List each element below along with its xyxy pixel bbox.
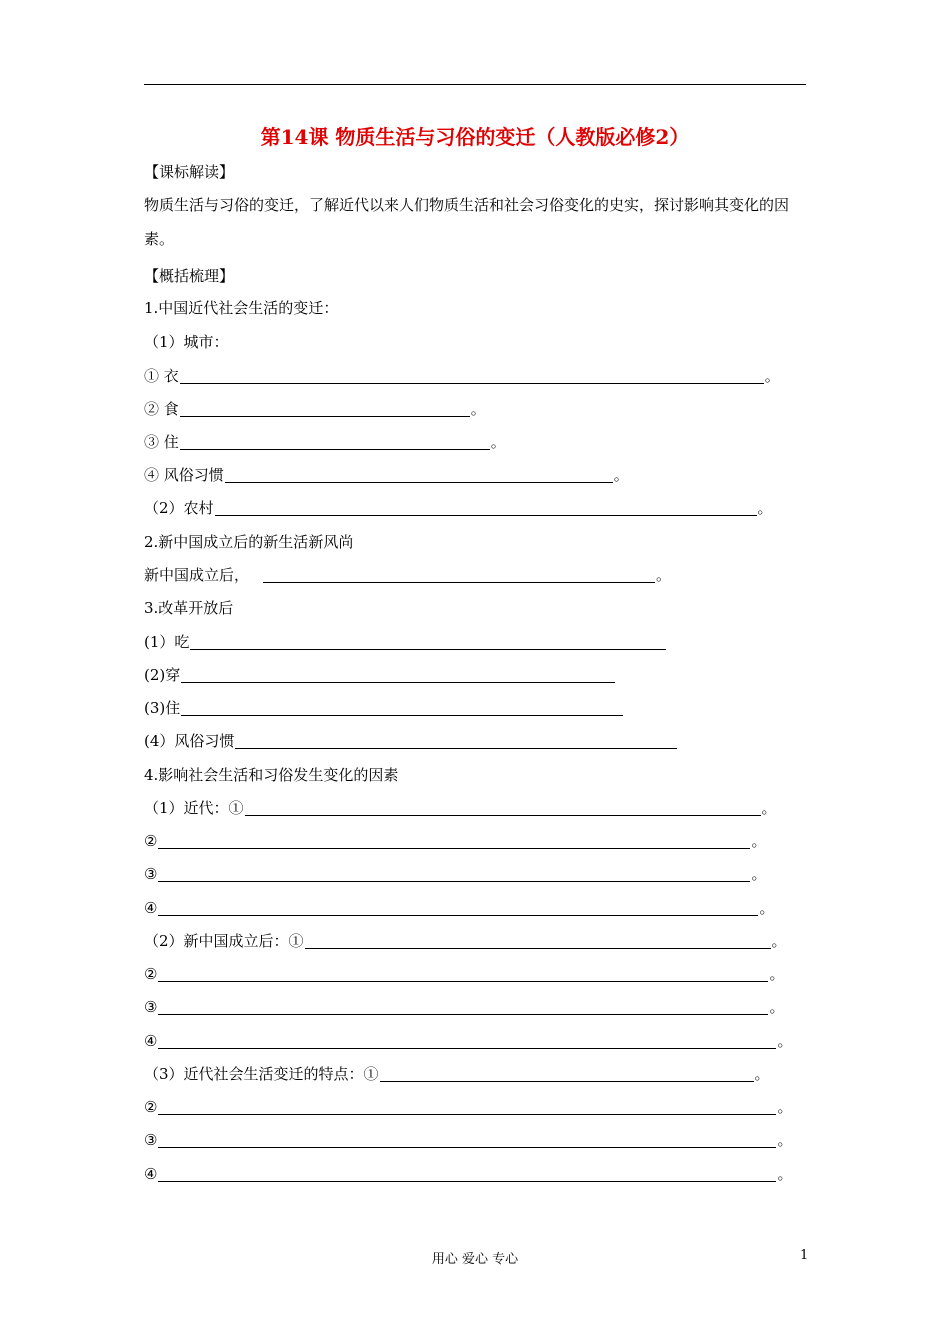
blank-line-shi: ② 食 。 bbox=[144, 400, 486, 418]
fill-blank[interactable] bbox=[158, 832, 750, 849]
fill-blank[interactable] bbox=[158, 1165, 776, 1182]
blank-line-fengsu: ④ 风俗习惯 。 bbox=[144, 466, 629, 484]
footer-text: 用心 爱心 专心 bbox=[431, 1252, 519, 1267]
fill-blank[interactable] bbox=[158, 1032, 776, 1049]
heading-2: 2.新中国成立后的新生活新风尚 bbox=[144, 533, 354, 551]
fill-blank[interactable] bbox=[158, 865, 750, 882]
fill-blank[interactable] bbox=[158, 998, 768, 1015]
blank-line-tedian-4: ④ 。 bbox=[144, 1165, 793, 1183]
fill-blank[interactable] bbox=[181, 699, 623, 716]
blank-line-fengsu2: (4）风俗习惯 bbox=[144, 731, 678, 751]
heading-1: 1.中国近代社会生活的变迁： bbox=[144, 299, 339, 317]
fill-blank[interactable] bbox=[263, 566, 655, 583]
city-heading: （1）城市： bbox=[144, 333, 229, 351]
fill-blank[interactable] bbox=[245, 799, 761, 816]
blank-line-jindai-2: ② 。 bbox=[144, 832, 767, 850]
fill-blank[interactable] bbox=[305, 932, 771, 949]
fill-blank[interactable] bbox=[190, 633, 666, 650]
fill-blank[interactable] bbox=[225, 466, 613, 483]
fill-blank[interactable] bbox=[158, 1131, 776, 1148]
gaikuo-heading: 【概括梳理】 bbox=[144, 267, 235, 285]
blank-line-nongcun: （2）农村 。 bbox=[144, 499, 773, 517]
blank-line-jindai-3: ③ 。 bbox=[144, 865, 767, 883]
fill-blank[interactable] bbox=[181, 666, 615, 683]
blank-line-yi: ① 衣 。 bbox=[144, 367, 780, 385]
blank-line-xin-2: ② 。 bbox=[144, 965, 785, 983]
blank-line-xin-1: （2）新中国成立后：① 。 bbox=[144, 932, 787, 950]
blank-line-jindai-1: （1）近代：① 。 bbox=[144, 799, 777, 817]
fill-blank[interactable] bbox=[235, 732, 677, 749]
page-number: 1 bbox=[800, 1248, 809, 1263]
fill-blank[interactable] bbox=[180, 433, 490, 450]
fill-blank[interactable] bbox=[380, 1065, 754, 1082]
lesson-title: 第14课 物质生活与习俗的变迁（人教版必修2） bbox=[260, 125, 690, 149]
fill-blank[interactable] bbox=[158, 965, 768, 982]
blank-line-zhu: ③ 住 。 bbox=[144, 433, 506, 451]
heading-3: 3.改革开放后 bbox=[144, 599, 234, 617]
blank-line-xin-3: ③ 。 bbox=[144, 998, 785, 1016]
blank-line-tedian-3: ③ 。 bbox=[144, 1131, 793, 1149]
blank-line-tedian-1: （3）近代社会生活变迁的特点：① 。 bbox=[144, 1065, 770, 1083]
fill-blank[interactable] bbox=[215, 499, 757, 516]
blank-line-xin-4: ④ 。 bbox=[144, 1032, 793, 1050]
blank-line-tedian-2: ② 。 bbox=[144, 1098, 793, 1116]
fill-blank[interactable] bbox=[158, 899, 758, 916]
blank-line-jindai-4: ④ 。 bbox=[144, 899, 775, 917]
fill-blank[interactable] bbox=[180, 367, 764, 384]
heading-4: 4.影响社会生活和习俗发生变化的因素 bbox=[144, 766, 399, 784]
header-rule bbox=[144, 84, 806, 85]
blank-line-chi: (1）吃 bbox=[144, 632, 667, 652]
blank-line-zhu2: (3)住 bbox=[144, 698, 624, 718]
fill-blank[interactable] bbox=[180, 400, 470, 417]
kebiao-heading: 【课标解读】 bbox=[144, 163, 235, 181]
fill-blank[interactable] bbox=[158, 1098, 776, 1115]
blank-line-xinzhongguo: 新中国成立后， 。 bbox=[144, 566, 672, 584]
kebiao-text: 物质生活与习俗的变迁，了解近代以来人们物质生活和社会习俗变化的史实，探讨影响其变化的因素。 bbox=[144, 196, 790, 248]
blank-line-chuan: (2)穿 bbox=[144, 665, 616, 685]
